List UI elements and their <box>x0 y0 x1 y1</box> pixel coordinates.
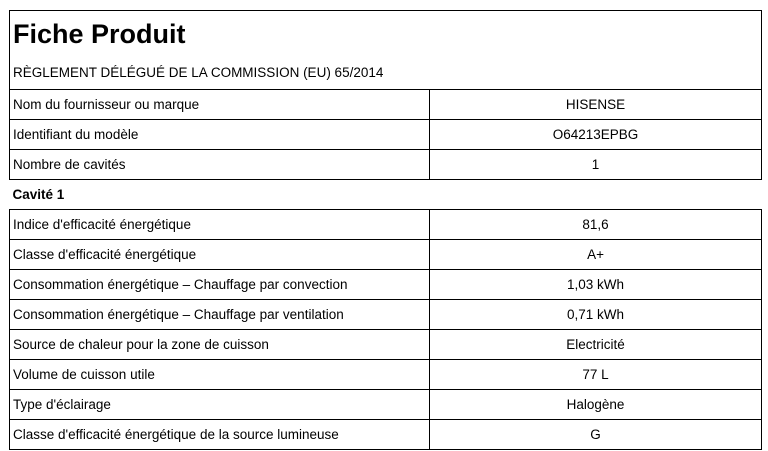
regulation-text: RÈGLEMENT DÉLÉGUÉ DE LA COMMISSION (EU) 65/2014 <box>10 55 762 90</box>
table-row <box>10 420 762 450</box>
table-row <box>10 330 762 360</box>
row-value: HISENSE <box>430 90 762 120</box>
row-value: 77 L <box>430 360 762 390</box>
row-label: Type d'éclairage <box>10 390 430 420</box>
product-sheet <box>9 10 761 450</box>
row-label: Consommation énergétique – Chauffage par ventilation <box>10 300 430 330</box>
table-row <box>10 390 762 420</box>
row-value: 1,03 kWh <box>430 270 762 300</box>
row-value: Electricité <box>430 330 762 360</box>
title-row <box>10 11 762 56</box>
row-label: Volume de cuisson utile <box>10 360 430 390</box>
table-row <box>10 210 762 240</box>
row-value: Halogène <box>430 390 762 420</box>
table-row <box>10 360 762 390</box>
section-row <box>10 180 762 210</box>
row-value: 1 <box>430 150 762 180</box>
regulation-row <box>10 55 762 90</box>
table-row <box>10 150 762 180</box>
page-title: Fiche Produit <box>10 11 762 56</box>
section-title: Cavité 1 <box>10 180 762 210</box>
row-value: G <box>430 420 762 450</box>
row-label: Indice d'efficacité énergétique <box>10 210 430 240</box>
row-value: 0,71 kWh <box>430 300 762 330</box>
row-label: Classe d'efficacité énergétique <box>10 240 430 270</box>
row-label: Nom du fournisseur ou marque <box>10 90 430 120</box>
table-row <box>10 300 762 330</box>
table-row <box>10 120 762 150</box>
row-label: Nombre de cavités <box>10 150 430 180</box>
row-label: Identifiant du modèle <box>10 120 430 150</box>
table-row <box>10 270 762 300</box>
row-value: A+ <box>430 240 762 270</box>
row-value: O64213EPBG <box>430 120 762 150</box>
table-row <box>10 90 762 120</box>
row-label: Consommation énergétique – Chauffage par convection <box>10 270 430 300</box>
product-sheet-table <box>9 10 762 450</box>
row-label: Classe d'efficacité énergétique de la source lumineuse <box>10 420 430 450</box>
row-value: 81,6 <box>430 210 762 240</box>
table-row <box>10 240 762 270</box>
row-label: Source de chaleur pour la zone de cuisson <box>10 330 430 360</box>
